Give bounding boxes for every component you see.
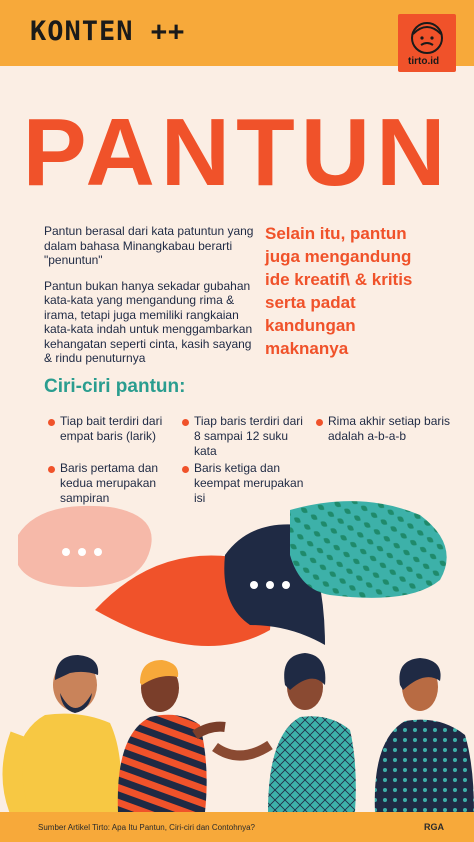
list-item	[60, 414, 170, 444]
list-item-text: Rima akhir setiap baris adalah a-b-a-b	[328, 414, 451, 443]
orange-dot-icon	[48, 419, 55, 426]
list-item-text: Tiap baris terdiri dari 8 sampai 12 suku kata	[194, 414, 303, 458]
orange-dot-icon	[182, 466, 189, 473]
logo-text: tirto.id	[408, 56, 440, 67]
person-2	[118, 660, 225, 812]
list-item-text: Baris ketiga dan keempat merupakan isi	[194, 461, 304, 505]
list-item-text: Tiap bait terdiri dari empat baris (larik)	[60, 414, 163, 443]
intro-paragraph: Pantun berasal dari kata patuntun yang dalam bahasa Minangkabau berarti "penuntun"	[44, 224, 254, 267]
person-3	[215, 653, 356, 812]
page-title: PANTUN	[22, 99, 452, 206]
person-4	[375, 658, 474, 812]
footer-credit: RGA	[424, 822, 444, 832]
people-talking-illustration	[0, 495, 474, 812]
list-item-text: Baris pertama dan kedua merupakan sampiran	[60, 461, 159, 505]
orange-dot-icon	[316, 419, 323, 426]
person-1	[10, 655, 121, 812]
header-title: KONTEN ++	[30, 16, 186, 47]
speech-bubble-pink	[18, 506, 152, 587]
orange-dot-icon	[182, 419, 189, 426]
footer-source: Sumber Artikel Tirto: Apa Itu Pantun, Ciri-ciri dan Contohnya?	[38, 823, 255, 832]
orange-dot-icon	[48, 466, 55, 473]
intro-text	[44, 224, 254, 377]
speech-bubble-teal	[290, 501, 447, 598]
section-title: Ciri-ciri pantun:	[44, 376, 186, 397]
list-item	[194, 414, 309, 459]
list-item	[328, 414, 453, 444]
highlight-text: Selain itu, pantun juga mengandung ide kreatif\ & kritis serta padat kandungan maknanya	[265, 224, 413, 358]
intro-paragraph: Pantun bukan hanya sekadar gubahan kata-kata yang mengandung rima & irama, tetapi juga memiliki rangkaian kata-kata indah untuk menggambarkan kehangatan seperti cinta, kasih sayang & rindu penuturnya	[44, 278, 253, 365]
